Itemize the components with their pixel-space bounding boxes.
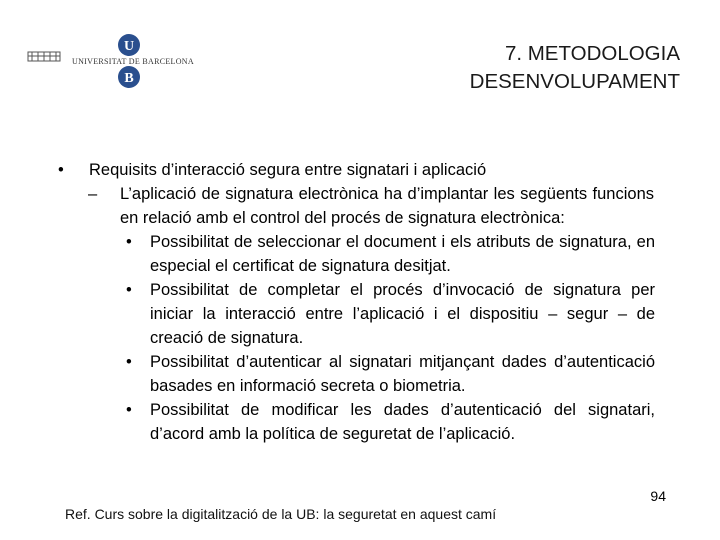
- bullet-level-1-text: Requisits d’interacció segura entre signatari i aplicació: [89, 161, 487, 179]
- university-logo: [26, 32, 196, 92]
- bullet-level-3-text: Possibilitat de completar el procés d’invocació de signatura per iniciar la interacció entre l’aplicació i el dispositiu – segur – de creació de signatura.: [150, 281, 655, 347]
- bullet-level-3-item: [126, 350, 655, 398]
- bullet-level-3-item: [126, 398, 655, 446]
- bullet-level-3-text: Possibilitat de seleccionar el document i els atributs de signatura, en especial el certificat de signatura desitjat.: [150, 233, 655, 275]
- slide-body: [58, 158, 684, 446]
- bullet-dot-icon: •: [126, 281, 132, 299]
- bullet-level-3-text: Possibilitat de modificar les dades d’autenticació del signatari, d’acord amb la política de seguretat de l’aplicació.: [150, 401, 655, 443]
- bullet-level-2-text: L’aplicació de signatura electrònica ha d’implantar les següents funcions en relació amb el control del procés de signatura electrònica:: [120, 185, 654, 227]
- dash-icon: –: [88, 185, 98, 203]
- bullet-level-3-text: Possibilitat d’autenticar al signatari mitjançant dades d’autenticació basades en informació secreta o biometria.: [150, 353, 655, 395]
- bullet-dot-icon: •: [126, 353, 132, 371]
- title-line-2: DESENVOLUPAMENT: [469, 70, 680, 93]
- svg-text:U: U: [123, 39, 135, 54]
- bullet-level-1: [58, 158, 684, 182]
- bullet-level-3-item: [126, 230, 655, 278]
- bullet-dot-icon: •: [126, 233, 132, 251]
- bullet-dot-icon: •: [58, 161, 64, 179]
- bullet-dot-icon: •: [126, 401, 132, 419]
- title-line-1: 7. METODOLOGIA: [504, 42, 680, 65]
- footer-reference: Ref. Curs sobre la digitalització de la UB: la seguretat en aquest camí: [65, 506, 497, 522]
- slide-title: [470, 40, 680, 96]
- logo-university-name: UNIVERSITAT DE BARCELONA: [72, 57, 194, 66]
- university-logo-graphic: [26, 32, 196, 92]
- bullet-level-3-item: [126, 278, 655, 350]
- bullet-level-2: [88, 182, 654, 230]
- svg-text:B: B: [124, 71, 134, 86]
- page-number: 94: [650, 488, 666, 504]
